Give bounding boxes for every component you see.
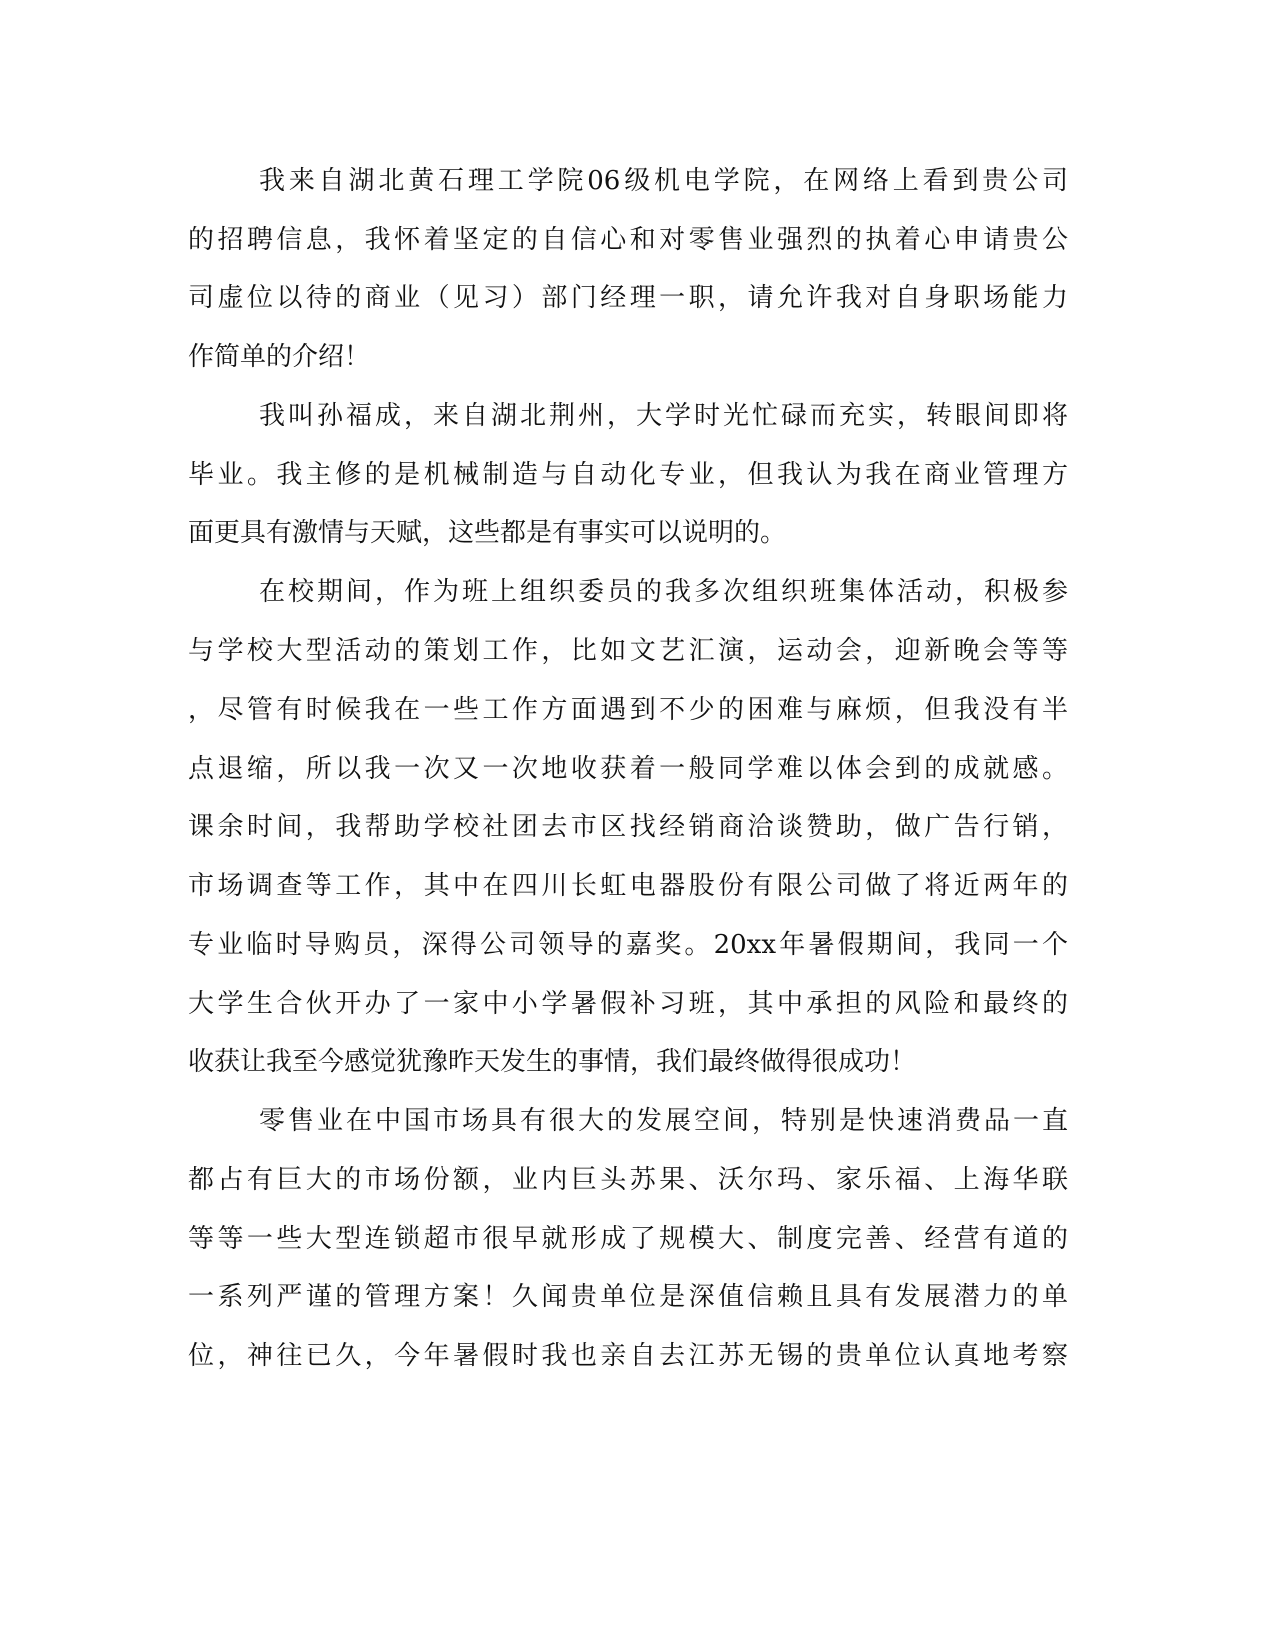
paragraph-4-line-2: 都占有巨大的市场份额，业内巨头苏果、沃尔玛、家乐福、上海华联 <box>188 1165 1068 1195</box>
paragraph-2-line-1: 我叫孙福成，来自湖北荆州，大学时光忙碌而充实，转眼间即将 <box>259 401 1068 431</box>
paragraph-1-line-3: 司虚位以待的商业（见习）部门经理一职，请允许我对自身职场能力 <box>188 283 1068 313</box>
paragraph-1-line-2: 的招聘信息，我怀着坚定的自信心和对零售业强烈的执着心申请贵公 <box>188 225 1068 255</box>
paragraph-3-line-1: 在校期间，作为班上组织委员的我多次组织班集体活动，积极参 <box>259 577 1068 607</box>
paragraph-1-line-4: 作简单的介绍！ <box>188 342 371 372</box>
paragraph-4-line-4: 一系列严谨的管理方案！久闻贵单位是深值信赖且具有发展潜力的单 <box>188 1282 1068 1312</box>
paragraph-4-line-5: 位，神往已久，今年暑假时我也亲自去江苏无锡的贵单位认真地考察 <box>188 1341 1068 1371</box>
paragraph-1-line-1: 我来自湖北黄石理工学院06级机电学院，在网络上看到贵公司 <box>259 166 1068 196</box>
paragraph-2-line-3: 面更具有激情与天赋，这些都是有事实可以说明的。 <box>188 518 787 548</box>
paragraph-3-line-8: 大学生合伙开办了一家中小学暑假补习班，其中承担的风险和最终的 <box>188 989 1068 1019</box>
paragraph-3-line-2: 与学校大型活动的策划工作，比如文艺汇演，运动会，迎新晚会等等 <box>188 636 1068 666</box>
paragraph-2-line-2: 毕业。我主修的是机械制造与自动化专业，但我认为我在商业管理方 <box>188 460 1068 490</box>
paragraph-4-line-1: 零售业在中国市场具有很大的发展空间，特别是快速消费品一直 <box>259 1106 1068 1136</box>
paragraph-3-line-3: ，尽管有时候我在一些工作方面遇到不少的困难与麻烦，但我没有半 <box>188 695 1068 725</box>
paragraph-3-line-9: 收获让我至今感觉犹豫昨天发生的事情，我们最终做得很成功！ <box>188 1047 917 1077</box>
paragraph-3-line-6: 市场调查等工作，其中在四川长虹电器股份有限公司做了将近两年的 <box>188 871 1068 901</box>
paragraph-3-line-4: 点退缩，所以我一次又一次地收获着一般同学难以体会到的成就感。 <box>188 754 1068 784</box>
paragraph-3-line-5: 课余时间，我帮助学校社团去市区找经销商洽谈赞助，做广告行销， <box>188 812 1068 842</box>
paragraph-3-line-7: 专业临时导购员，深得公司领导的嘉奖。20xx年暑假期间，我同一个 <box>188 930 1068 960</box>
paragraph-4-line-3: 等等一些大型连锁超市很早就形成了规模大、制度完善、经营有道的 <box>188 1224 1068 1254</box>
